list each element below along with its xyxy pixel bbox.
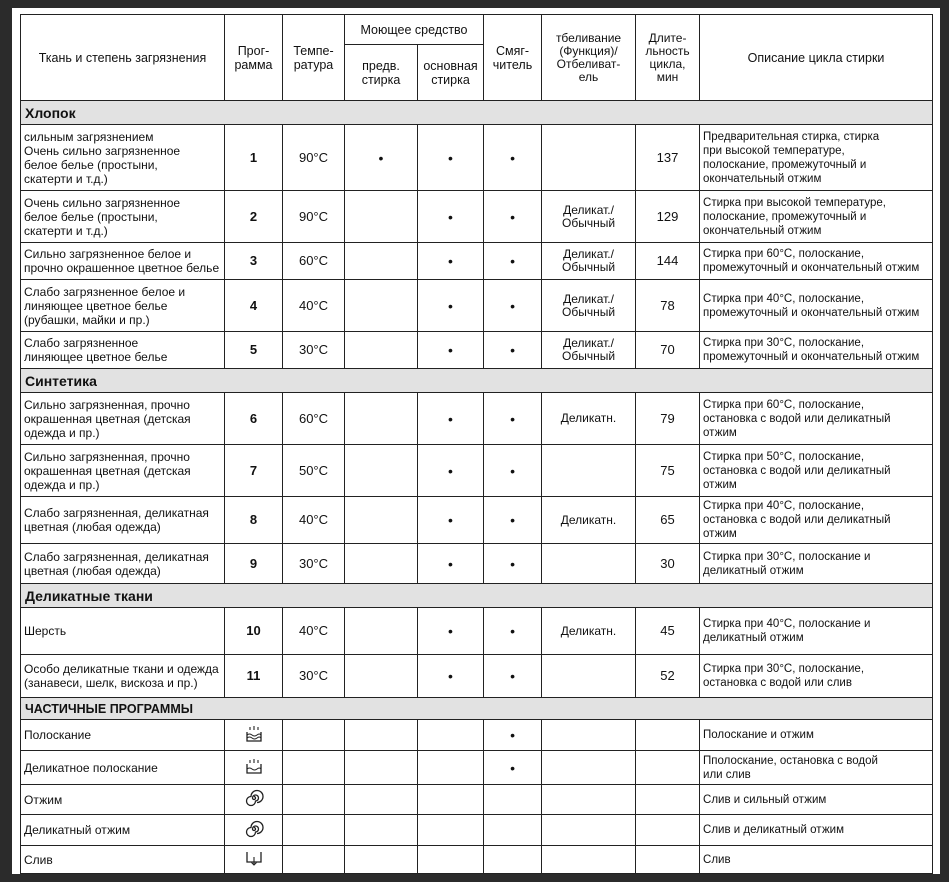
table-row — [21, 393, 933, 445]
program-number: 6 — [225, 393, 283, 445]
header-mainwash: основная стирка — [418, 45, 484, 101]
table-row — [21, 785, 933, 815]
fabric-cell: Особо деликатные ткани и одежда (занавеси, шелк, вискоза и пр.) — [21, 655, 225, 698]
description-cell: Стирка при 30°C, полоскание, остановка с водой или слив — [700, 655, 933, 698]
softener-mark: • — [484, 720, 542, 751]
description-cell: Стирка при 50°C, полоскание, остановка с водой или деликатный отжим — [700, 445, 933, 497]
fabric-cell: Слабо загрязненная, деликатная цветная (любая одежда) — [21, 544, 225, 584]
fabric-cell: Шерсть — [21, 608, 225, 655]
bleach-cell — [542, 445, 636, 497]
section-title: Деликатные ткани — [21, 584, 933, 608]
softener-mark: • — [484, 243, 542, 280]
description-cell: Стирка при 30°C, полоскание и деликатный отжим — [700, 544, 933, 584]
mainwash-mark: • — [418, 125, 484, 191]
program-number: 2 — [225, 191, 283, 243]
table-row — [21, 497, 933, 544]
temperature-cell: 40°C — [283, 608, 345, 655]
table-row — [21, 655, 933, 698]
mainwash-mark — [418, 751, 484, 785]
table-body — [21, 101, 933, 874]
description-cell: Полоскание и отжим — [700, 720, 933, 751]
description-cell: Стирка при высокой температуре, полоскание, промежуточный и окончательный отжим — [700, 191, 933, 243]
softener-mark: • — [484, 497, 542, 544]
prewash-mark — [345, 445, 418, 497]
description-cell: Стирка при 40°C, полоскание, промежуточный и окончательный отжим — [700, 280, 933, 332]
program-number: 10 — [225, 608, 283, 655]
temperature-cell: 60°C — [283, 393, 345, 445]
section-header — [21, 101, 933, 125]
fabric-cell: Сильно загрязненная, прочно окрашенная цветная (детская одежда и пр.) — [21, 445, 225, 497]
prewash-mark — [345, 191, 418, 243]
mainwash-mark: • — [418, 608, 484, 655]
program-icon-cell — [225, 846, 283, 874]
header-description: Описание цикла стирки — [700, 15, 933, 101]
prewash-mark — [345, 655, 418, 698]
softener-mark: • — [484, 544, 542, 584]
table-row — [21, 243, 933, 280]
prewash-mark — [345, 243, 418, 280]
mainwash-mark: • — [418, 243, 484, 280]
softener-mark: • — [484, 125, 542, 191]
duration-cell: 52 — [636, 655, 700, 698]
temperature-cell: 40°C — [283, 497, 345, 544]
header-program: Прог- рамма — [225, 15, 283, 101]
softener-mark: • — [484, 393, 542, 445]
duration-cell: 129 — [636, 191, 700, 243]
prewash-mark — [345, 544, 418, 584]
description-cell: Слив и деликатный отжим — [700, 815, 933, 846]
temperature-cell — [283, 751, 345, 785]
section-title: Хлопок — [21, 101, 933, 125]
mainwash-mark — [418, 785, 484, 815]
table-row — [21, 191, 933, 243]
partial-program-name: Отжим — [21, 785, 225, 815]
header-bleach: тбеливание (Функция)/ Отбеливат- ель — [542, 15, 636, 101]
mainwash-mark: • — [418, 445, 484, 497]
fabric-cell: сильным загрязнением Очень сильно загрязненное белое белье (простыни, скатерти и т.д.) — [21, 125, 225, 191]
partial-program-name: Деликатный отжим — [21, 815, 225, 846]
bleach-cell — [542, 655, 636, 698]
mainwash-mark: • — [418, 393, 484, 445]
prewash-mark — [345, 608, 418, 655]
program-icon-cell — [225, 815, 283, 846]
program-number: 11 — [225, 655, 283, 698]
bleach-cell: Деликат./ Обычный — [542, 243, 636, 280]
bleach-cell: Деликатн. — [542, 393, 636, 445]
program-number: 3 — [225, 243, 283, 280]
program-number: 5 — [225, 332, 283, 369]
temperature-cell: 30°C — [283, 655, 345, 698]
section-header — [21, 584, 933, 608]
table-row — [21, 815, 933, 846]
description-cell: Стирка при 40°C, полоскание и деликатный отжим — [700, 608, 933, 655]
bleach-cell — [542, 720, 636, 751]
bleach-cell: Деликат./ Обычный — [542, 280, 636, 332]
table-row — [21, 608, 933, 655]
delicate-rinse-icon — [244, 757, 264, 778]
prewash-mark — [345, 720, 418, 751]
fabric-cell: Слабо загрязненное белое и линяющее цветное белье (рубашки, майки и пр.) — [21, 280, 225, 332]
prewash-mark — [345, 393, 418, 445]
softener-mark: • — [484, 751, 542, 785]
prewash-mark — [345, 280, 418, 332]
mainwash-mark: • — [418, 655, 484, 698]
temperature-cell — [283, 846, 345, 874]
table-row — [21, 846, 933, 874]
description-cell: Предварительная стирка, стирка при высокой температуре, полоскание, промежуточный и окончательный отжим — [700, 125, 933, 191]
temperature-cell: 30°C — [283, 332, 345, 369]
prewash-mark — [345, 751, 418, 785]
temperature-cell: 60°C — [283, 243, 345, 280]
description-cell: Стирка при 60°C, полоскание, остановка с водой или деликатный отжим — [700, 393, 933, 445]
softener-mark: • — [484, 280, 542, 332]
fabric-cell: Очень сильно загрязненное белое белье (простыни, скатерти и т.д.) — [21, 191, 225, 243]
section-header — [21, 698, 933, 720]
duration-cell — [636, 815, 700, 846]
table-row — [21, 332, 933, 369]
header-detergent: Моющее средство — [345, 15, 484, 45]
temperature-cell: 90°C — [283, 191, 345, 243]
section-title: Синтетика — [21, 369, 933, 393]
partial-program-name: Слив — [21, 846, 225, 874]
temperature-cell — [283, 720, 345, 751]
duration-cell — [636, 720, 700, 751]
duration-cell: 137 — [636, 125, 700, 191]
spin-icon — [244, 789, 264, 810]
softener-mark — [484, 785, 542, 815]
mainwash-mark: • — [418, 191, 484, 243]
table-row — [21, 751, 933, 785]
program-icon-cell — [225, 785, 283, 815]
section-header — [21, 369, 933, 393]
duration-cell: 45 — [636, 608, 700, 655]
table-row — [21, 544, 933, 584]
program-number: 9 — [225, 544, 283, 584]
program-icon-cell — [225, 720, 283, 751]
softener-mark — [484, 815, 542, 846]
section-title: ЧАСТИЧНЫЕ ПРОГРАММЫ — [21, 698, 933, 720]
softener-mark: • — [484, 445, 542, 497]
bleach-cell — [542, 751, 636, 785]
temperature-cell: 50°C — [283, 445, 345, 497]
mainwash-mark: • — [418, 544, 484, 584]
bleach-cell: Деликат./ Обычный — [542, 191, 636, 243]
description-cell: Стирка при 60°C, полоскание, промежуточный и окончательный отжим — [700, 243, 933, 280]
bleach-cell — [542, 846, 636, 874]
partial-program-name: Деликатное полоскание — [21, 751, 225, 785]
mainwash-mark — [418, 846, 484, 874]
duration-cell — [636, 751, 700, 785]
drain-icon — [244, 849, 264, 870]
table-row — [21, 720, 933, 751]
temperature-cell — [283, 785, 345, 815]
duration-cell: 30 — [636, 544, 700, 584]
softener-mark — [484, 846, 542, 874]
partial-program-name: Полоскание — [21, 720, 225, 751]
program-icon-cell — [225, 751, 283, 785]
spin-icon — [244, 820, 264, 841]
duration-cell: 70 — [636, 332, 700, 369]
prewash-mark — [345, 846, 418, 874]
program-number: 1 — [225, 125, 283, 191]
softener-mark: • — [484, 332, 542, 369]
header-softener: Смяг- читель — [484, 15, 542, 101]
bleach-cell: Деликат./ Обычный — [542, 332, 636, 369]
bleach-cell: Деликатн. — [542, 497, 636, 544]
prewash-mark: • — [345, 125, 418, 191]
description-cell: Пполоскание, остановка с водой или слив — [700, 751, 933, 785]
table-row — [21, 125, 933, 191]
bleach-cell — [542, 544, 636, 584]
description-cell: Стирка при 40°C, полоскание, остановка с водой или деликатный отжим — [700, 497, 933, 544]
rinse-icon — [244, 725, 264, 746]
softener-mark: • — [484, 191, 542, 243]
temperature-cell — [283, 815, 345, 846]
mainwash-mark — [418, 815, 484, 846]
softener-mark: • — [484, 608, 542, 655]
header-prewash: предв. стирка — [345, 45, 418, 101]
document-sheet — [12, 8, 940, 874]
bleach-cell — [542, 125, 636, 191]
duration-cell — [636, 846, 700, 874]
table-row — [21, 280, 933, 332]
prewash-mark — [345, 815, 418, 846]
header-duration: Длите- льность цикла, мин — [636, 15, 700, 101]
fabric-cell: Слабо загрязненная, деликатная цветная (любая одежда) — [21, 497, 225, 544]
mainwash-mark: • — [418, 280, 484, 332]
prewash-mark — [345, 497, 418, 544]
prewash-mark — [345, 785, 418, 815]
prewash-mark — [345, 332, 418, 369]
temperature-cell: 90°C — [283, 125, 345, 191]
duration-cell: 79 — [636, 393, 700, 445]
description-cell: Слив и сильный отжим — [700, 785, 933, 815]
wash-programs-table — [20, 14, 933, 874]
header-temperature: Темпе- ратура — [283, 15, 345, 101]
table-row — [21, 445, 933, 497]
bleach-cell — [542, 815, 636, 846]
header-fabric: Ткань и степень загрязнения — [21, 15, 225, 101]
program-number: 7 — [225, 445, 283, 497]
mainwash-mark: • — [418, 497, 484, 544]
program-number: 8 — [225, 497, 283, 544]
bleach-cell: Деликатн. — [542, 608, 636, 655]
duration-cell: 78 — [636, 280, 700, 332]
duration-cell: 65 — [636, 497, 700, 544]
description-cell: Стирка при 30°C, полоскание, промежуточный и окончательный отжим — [700, 332, 933, 369]
duration-cell: 75 — [636, 445, 700, 497]
fabric-cell: Сильно загрязненное белое и прочно окрашенное цветное белье — [21, 243, 225, 280]
duration-cell: 144 — [636, 243, 700, 280]
fabric-cell: Сильно загрязненная, прочно окрашенная цветная (детская одежда и пр.) — [21, 393, 225, 445]
bleach-cell — [542, 785, 636, 815]
fabric-cell: Слабо загрязненное линяющее цветное белье — [21, 332, 225, 369]
mainwash-mark — [418, 720, 484, 751]
mainwash-mark: • — [418, 332, 484, 369]
temperature-cell: 30°C — [283, 544, 345, 584]
temperature-cell: 40°C — [283, 280, 345, 332]
duration-cell — [636, 785, 700, 815]
softener-mark: • — [484, 655, 542, 698]
description-cell: Слив — [700, 846, 933, 874]
program-number: 4 — [225, 280, 283, 332]
